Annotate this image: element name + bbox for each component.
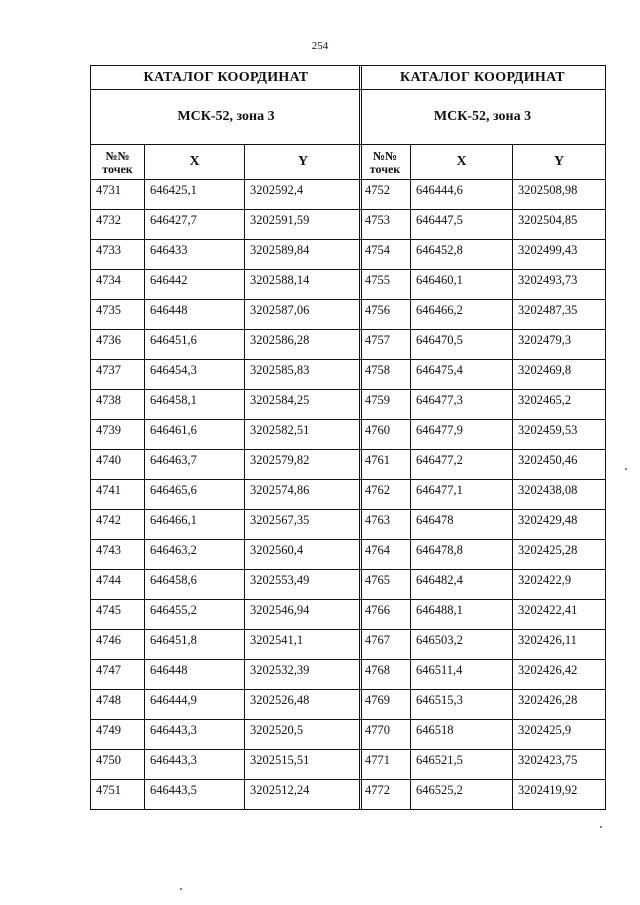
x-value: 646427,7: [145, 210, 245, 240]
y-value: 3202588,14: [245, 270, 362, 300]
point-number: 4766: [360, 600, 411, 630]
coordinate-system-label: МСК-52, зона 3: [360, 90, 606, 145]
y-header: Y: [245, 145, 362, 180]
x-value: 646482,4: [411, 570, 513, 600]
scan-speck: [180, 888, 182, 890]
y-value: 3202422,9: [513, 570, 606, 600]
x-value: 646425,1: [145, 180, 245, 210]
table-row: [91, 270, 362, 300]
x-value: 646455,2: [145, 600, 245, 630]
y-header: Y: [513, 145, 606, 180]
catalog-rows-right: [360, 180, 606, 810]
point-number: 4767: [360, 630, 411, 660]
y-value: 3202499,43: [513, 240, 606, 270]
x-value: 646448: [145, 660, 245, 690]
table-row: [360, 300, 606, 330]
x-header: X: [411, 145, 513, 180]
table-row: [91, 240, 362, 270]
table-row: [91, 180, 362, 210]
y-value: 3202579,82: [245, 450, 362, 480]
table-row: [360, 480, 606, 510]
point-number: 4747: [91, 660, 145, 690]
point-number: 4744: [91, 570, 145, 600]
y-value: 3202515,51: [245, 750, 362, 780]
y-value: 3202450,46: [513, 450, 606, 480]
point-number-header-line1: №№: [105, 148, 130, 163]
table-row: [360, 630, 606, 660]
point-number: 4758: [360, 360, 411, 390]
y-value: 3202419,92: [513, 780, 606, 810]
y-value: 3202560,4: [245, 540, 362, 570]
y-value: 3202587,06: [245, 300, 362, 330]
y-value: 3202591,59: [245, 210, 362, 240]
x-value: 646521,5: [411, 750, 513, 780]
point-number-header-line2: точек: [102, 161, 133, 176]
y-value: 3202553,49: [245, 570, 362, 600]
y-value: 3202429,48: [513, 510, 606, 540]
point-number: 4753: [360, 210, 411, 240]
y-value: 3202459,53: [513, 420, 606, 450]
table-row: [360, 390, 606, 420]
table-row: [360, 240, 606, 270]
point-number: 4771: [360, 750, 411, 780]
table-row: [91, 720, 362, 750]
y-value: 3202469,8: [513, 360, 606, 390]
y-value: 3202465,2: [513, 390, 606, 420]
x-value: 646470,5: [411, 330, 513, 360]
y-value: 3202426,11: [513, 630, 606, 660]
scan-speck: [625, 468, 627, 470]
point-number: 4770: [360, 720, 411, 750]
table-row: [91, 750, 362, 780]
x-value: 646477,1: [411, 480, 513, 510]
y-value: 3202584,25: [245, 390, 362, 420]
x-value: 646488,1: [411, 600, 513, 630]
x-value: 646452,8: [411, 240, 513, 270]
table-row: [91, 450, 362, 480]
y-value: 3202520,5: [245, 720, 362, 750]
point-number: 4733: [91, 240, 145, 270]
y-value: 3202422,41: [513, 600, 606, 630]
table-row: [91, 360, 362, 390]
point-number: 4746: [91, 630, 145, 660]
point-number: 4751: [91, 780, 145, 810]
table-row: [360, 330, 606, 360]
x-value: 646442: [145, 270, 245, 300]
point-number: 4765: [360, 570, 411, 600]
y-value: 3202585,83: [245, 360, 362, 390]
y-value: 3202574,86: [245, 480, 362, 510]
point-number-header-line1: №№: [372, 148, 398, 163]
x-value: 646475,4: [411, 360, 513, 390]
y-value: 3202532,39: [245, 660, 362, 690]
point-number: 4743: [91, 540, 145, 570]
point-number: 4738: [91, 390, 145, 420]
table-row: [91, 480, 362, 510]
y-value: 3202479,3: [513, 330, 606, 360]
x-value: 646503,2: [411, 630, 513, 660]
x-value: 646463,2: [145, 540, 245, 570]
table-row: [91, 300, 362, 330]
x-value: 646478,8: [411, 540, 513, 570]
table-row: [360, 600, 606, 630]
point-number: 4735: [91, 300, 145, 330]
x-value: 646443,3: [145, 720, 245, 750]
table-row: [91, 690, 362, 720]
table-row: [360, 210, 606, 240]
y-value: 3202508,98: [513, 180, 606, 210]
point-number: 4737: [91, 360, 145, 390]
y-value: 3202541,1: [245, 630, 362, 660]
point-number: 4754: [360, 240, 411, 270]
x-value: 646454,3: [145, 360, 245, 390]
table-row: [91, 540, 362, 570]
table-row: [360, 780, 606, 810]
table-row: [360, 450, 606, 480]
table-row: [360, 750, 606, 780]
y-value: 3202425,9: [513, 720, 606, 750]
y-value: 3202504,85: [513, 210, 606, 240]
x-value: 646511,4: [411, 660, 513, 690]
table-row: [91, 210, 362, 240]
x-value: 646448: [145, 300, 245, 330]
point-number-header: [360, 145, 411, 180]
point-number: 4772: [360, 780, 411, 810]
y-value: 3202425,28: [513, 540, 606, 570]
x-value: 646458,1: [145, 390, 245, 420]
x-value: 646477,3: [411, 390, 513, 420]
table-row: [360, 720, 606, 750]
x-value: 646458,6: [145, 570, 245, 600]
x-value: 646466,1: [145, 510, 245, 540]
table-row: [91, 630, 362, 660]
x-value: 646451,6: [145, 330, 245, 360]
x-value: 646477,2: [411, 450, 513, 480]
x-value: 646525,2: [411, 780, 513, 810]
table-row: [360, 270, 606, 300]
x-value: 646444,6: [411, 180, 513, 210]
x-value: 646518: [411, 720, 513, 750]
table-row: [360, 420, 606, 450]
y-value: 3202493,73: [513, 270, 606, 300]
x-value: 646478: [411, 510, 513, 540]
point-number: 4762: [360, 480, 411, 510]
page-number: 254: [311, 40, 329, 52]
point-number: 4757: [360, 330, 411, 360]
point-number: 4745: [91, 600, 145, 630]
point-number-header: [91, 145, 145, 180]
point-number: 4748: [91, 690, 145, 720]
x-value: 646461,6: [145, 420, 245, 450]
point-number: 4755: [360, 270, 411, 300]
point-number: 4736: [91, 330, 145, 360]
y-value: 3202512,24: [245, 780, 362, 810]
table-row: [91, 660, 362, 690]
coordinate-catalog-left: [90, 65, 362, 810]
x-value: 646443,3: [145, 750, 245, 780]
point-number: 4741: [91, 480, 145, 510]
table-row: [91, 420, 362, 450]
point-number: 4756: [360, 300, 411, 330]
x-value: 646477,9: [411, 420, 513, 450]
table-row: [91, 510, 362, 540]
x-value: 646465,6: [145, 480, 245, 510]
y-value: 3202526,48: [245, 690, 362, 720]
y-value: 3202423,75: [513, 750, 606, 780]
point-number: 4742: [91, 510, 145, 540]
table-row: [360, 540, 606, 570]
point-number: 4764: [360, 540, 411, 570]
x-value: 646451,8: [145, 630, 245, 660]
x-value: 646466,2: [411, 300, 513, 330]
table-row: [91, 600, 362, 630]
point-number: 4759: [360, 390, 411, 420]
table-row: [91, 780, 362, 810]
table-row: [91, 390, 362, 420]
catalog-title: КАТАЛОГ КООРДИНАТ: [91, 66, 362, 90]
x-header: X: [145, 145, 245, 180]
point-number: 4768: [360, 660, 411, 690]
y-value: 3202426,42: [513, 660, 606, 690]
point-number: 4763: [360, 510, 411, 540]
table-row: [360, 690, 606, 720]
scan-speck: [600, 826, 602, 828]
point-number: 4732: [91, 210, 145, 240]
table-row: [360, 660, 606, 690]
y-value: 3202438,08: [513, 480, 606, 510]
point-number: 4752: [360, 180, 411, 210]
table-row: [360, 180, 606, 210]
x-value: 646444,9: [145, 690, 245, 720]
point-number: 4749: [91, 720, 145, 750]
table-row: [91, 570, 362, 600]
point-number: 4734: [91, 270, 145, 300]
y-value: 3202567,35: [245, 510, 362, 540]
y-value: 3202589,84: [245, 240, 362, 270]
point-number: 4769: [360, 690, 411, 720]
catalog-title: КАТАЛОГ КООРДИНАТ: [360, 66, 606, 90]
y-value: 3202592,4: [245, 180, 362, 210]
x-value: 646460,1: [411, 270, 513, 300]
point-number: 4740: [91, 450, 145, 480]
coordinate-system-label: МСК-52, зона 3: [91, 90, 362, 145]
y-value: 3202426,28: [513, 690, 606, 720]
table-row: [360, 570, 606, 600]
y-value: 3202546,94: [245, 600, 362, 630]
point-number-header-line2: точек: [369, 161, 401, 176]
point-number: 4739: [91, 420, 145, 450]
y-value: 3202586,28: [245, 330, 362, 360]
point-number: 4761: [360, 450, 411, 480]
x-value: 646515,3: [411, 690, 513, 720]
x-value: 646463,7: [145, 450, 245, 480]
table-row: [91, 330, 362, 360]
x-value: 646447,5: [411, 210, 513, 240]
table-row: [360, 360, 606, 390]
catalog-rows-left: [91, 180, 362, 810]
point-number: 4760: [360, 420, 411, 450]
x-value: 646433: [145, 240, 245, 270]
table-row: [360, 510, 606, 540]
point-number: 4750: [91, 750, 145, 780]
y-value: 3202487,35: [513, 300, 606, 330]
y-value: 3202582,51: [245, 420, 362, 450]
x-value: 646443,5: [145, 780, 245, 810]
point-number: 4731: [91, 180, 145, 210]
coordinate-catalog-right: [359, 65, 606, 810]
